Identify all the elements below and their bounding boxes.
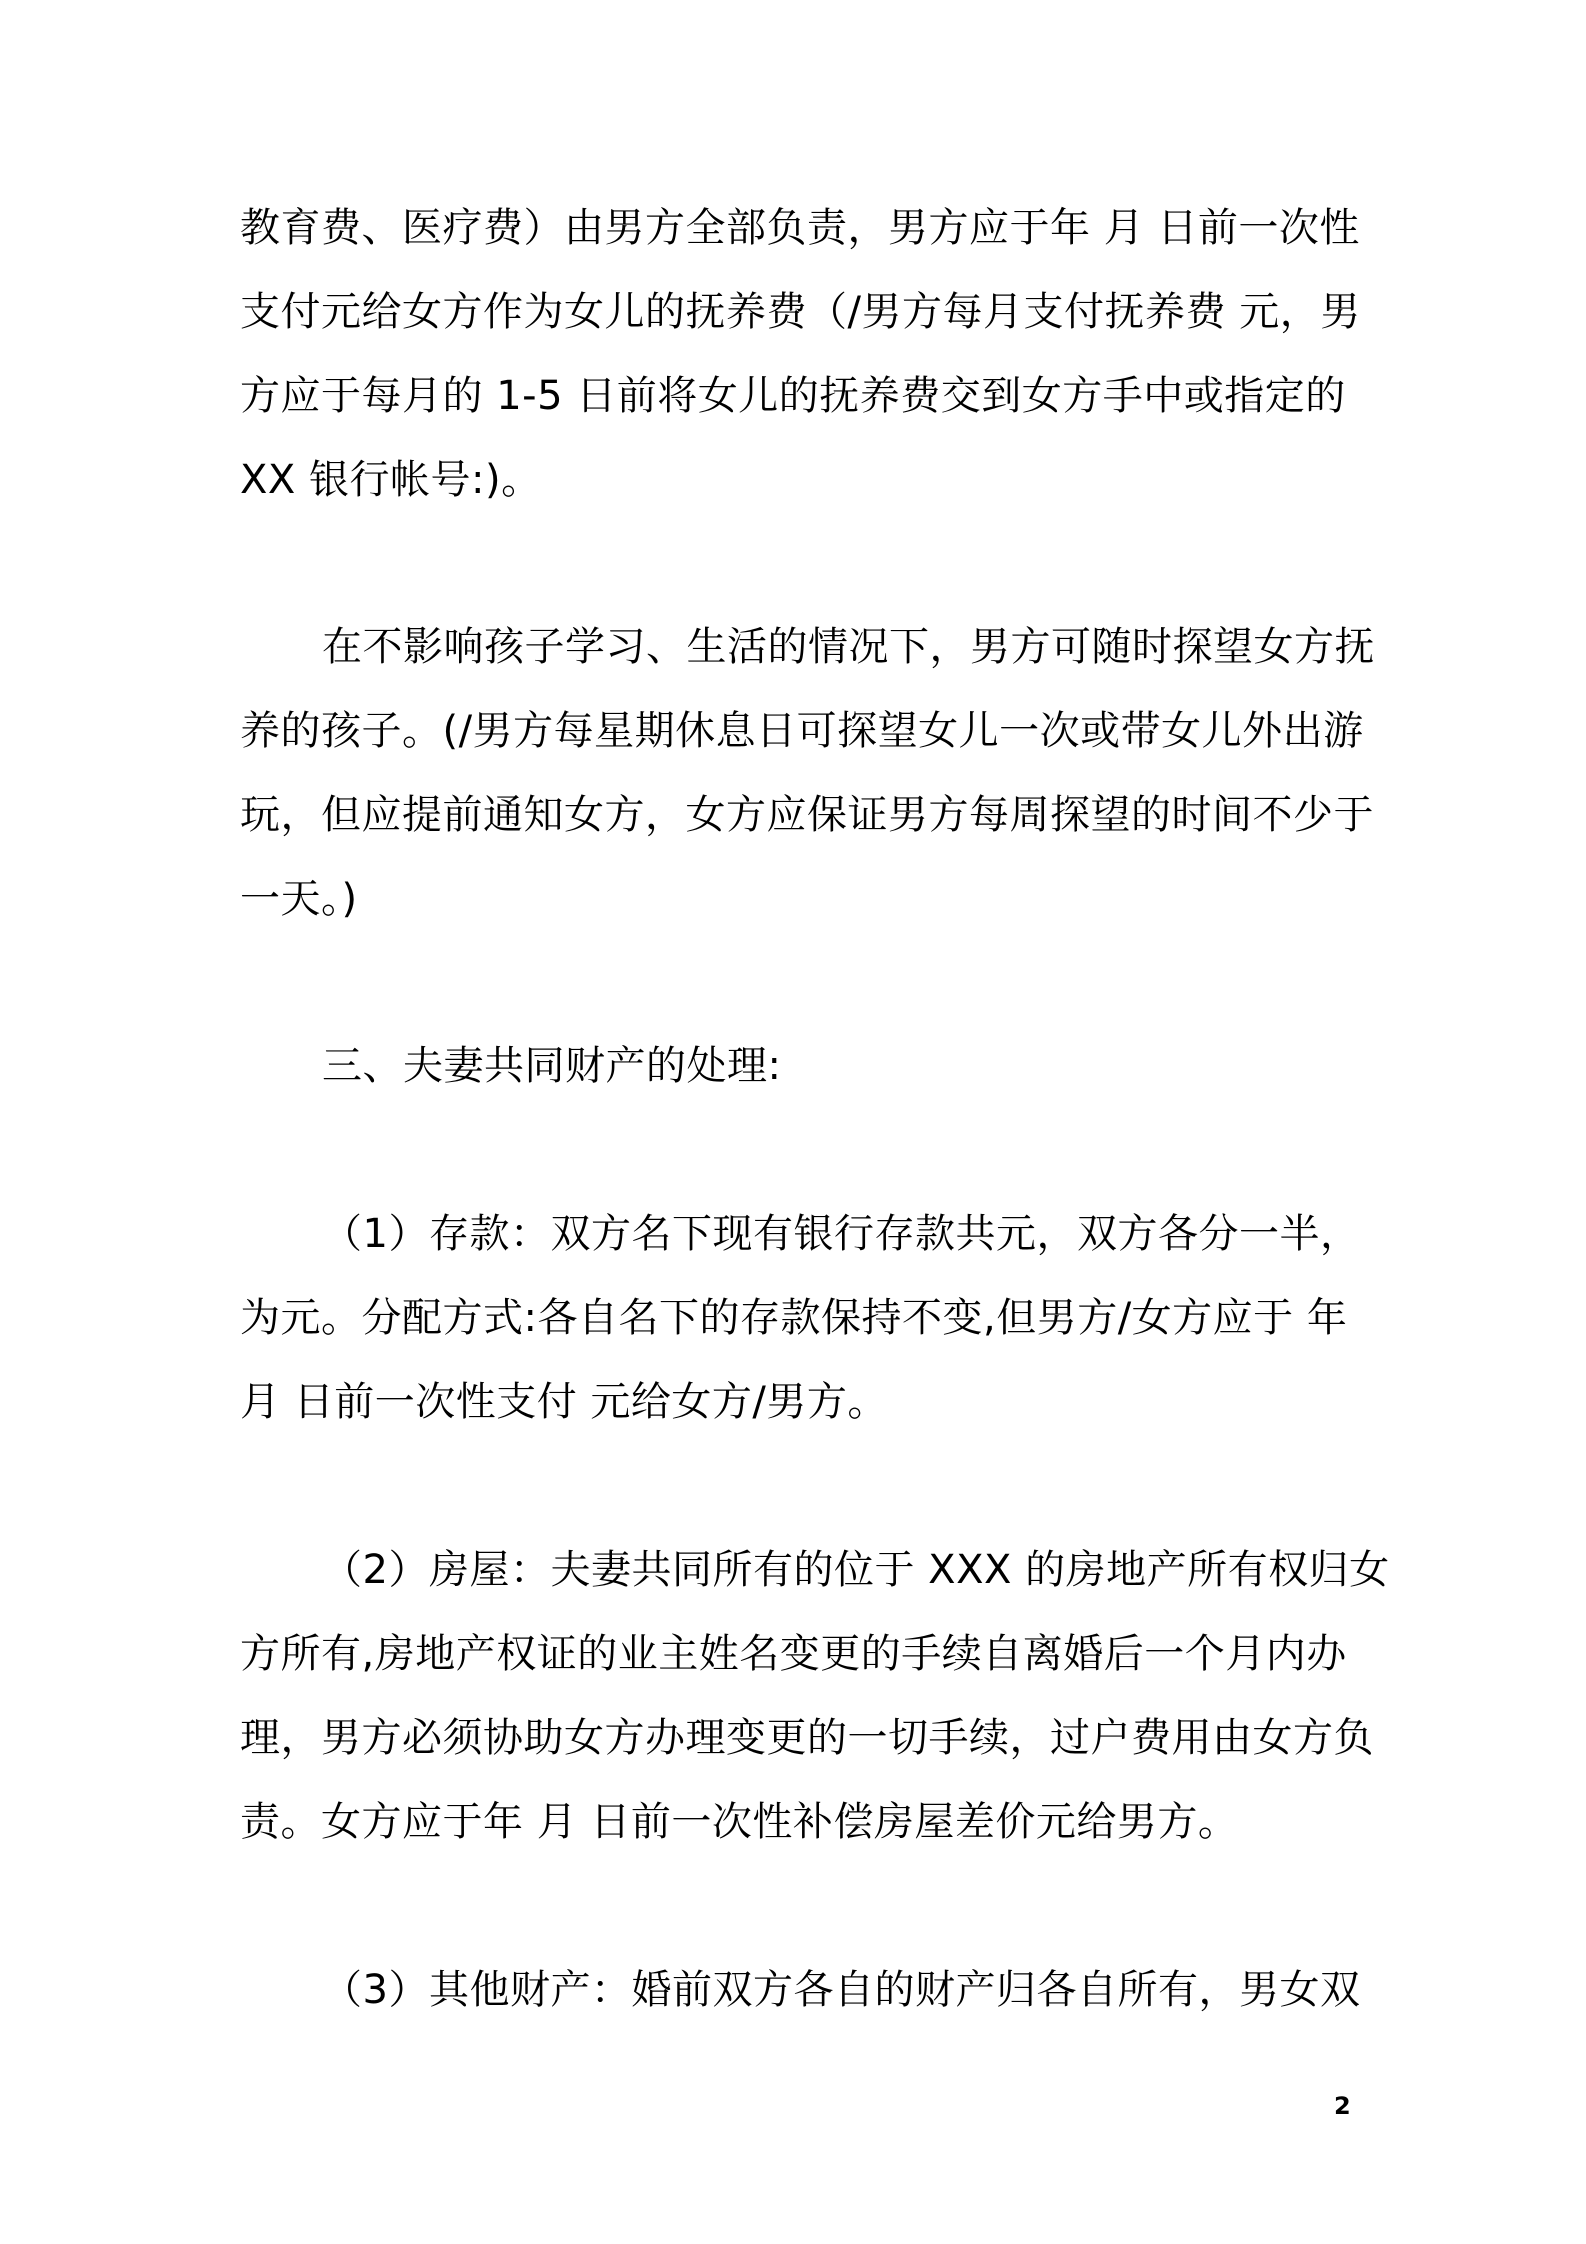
text-line: XX 银行帐号:)。	[240, 457, 542, 503]
text-line: 理，男方必须协助女方办理变更的一切手续，过户费用由女方负	[240, 1715, 1374, 1761]
text-line: 养的孩子。(/男方每星期休息日可探望女儿一次或带女儿外出游	[240, 708, 1364, 754]
text-line: 支付元给女方作为女儿的抚养费（/男方每月支付抚养费 元，男	[240, 289, 1361, 335]
page-number: 2	[1334, 2092, 1351, 2120]
paragraph-visitation	[240, 605, 1375, 941]
text-line: 方应于每月的 1-5 日前将女儿的抚养费交到女方手中或指定的	[240, 373, 1346, 419]
text-line: （3）其他财产：婚前双方各自的财产归各自所有，男女双	[322, 1967, 1361, 2013]
text-line: 玩，但应提前通知女方，女方应保证男方每周探望的时间不少于	[240, 792, 1374, 838]
paragraph-other-property	[240, 1948, 1361, 2032]
paragraph-child-support	[240, 186, 1361, 522]
section-heading	[240, 1024, 1350, 1108]
text-line: 在不影响孩子学习、生活的情况下，男方可随时探望女方抚	[322, 624, 1375, 670]
text-line: 一天。)	[240, 876, 358, 922]
text-line: 月 日前一次性支付 元给女方/男方。	[240, 1379, 888, 1425]
paragraph-house	[240, 1528, 1390, 1864]
text-line: （1）存款：双方名下现有银行存款共元，双方各分一半，	[322, 1211, 1361, 1257]
text-line: 责。女方应于年 月 日前一次性补偿房屋差价元给男方。	[240, 1799, 1239, 1845]
text-line: 为元。分配方式:各自名下的存款保持不变,但男方/女方应于 年	[240, 1295, 1348, 1341]
text-line: 教育费、医疗费）由男方全部负责，男方应于年 月 日前一次性	[240, 205, 1360, 251]
text-line: （2）房屋：夫妻共同所有的位于 XXX 的房地产所有权归女	[322, 1547, 1390, 1593]
text-line: 方所有,房地产权证的业主姓名变更的手续自离婚后一个月内办	[240, 1631, 1347, 1677]
paragraph-deposits	[240, 1192, 1361, 1444]
section-heading-text: 三、夫妻共同财产的处理:	[322, 1043, 782, 1089]
